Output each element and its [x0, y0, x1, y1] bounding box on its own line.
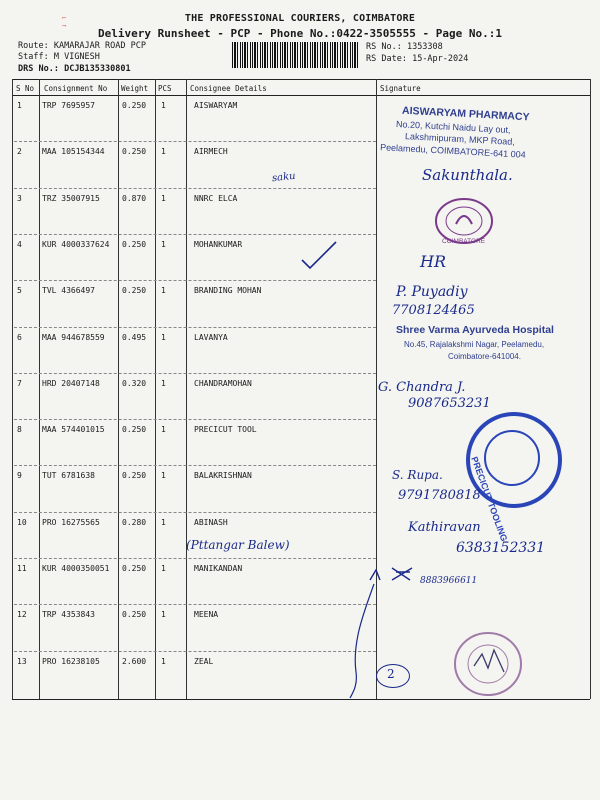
row13-seal-icon — [452, 630, 524, 698]
row2-handwritten-note: saku — [271, 170, 297, 185]
row-consignee: MOHANKUMAR — [194, 239, 243, 249]
row-weight: 2.600 — [122, 656, 147, 666]
row-consignment: PRO 16275565 — [42, 517, 100, 527]
row-pcs: 1 — [161, 286, 166, 296]
row-consignee: PRECICUT TOOL — [194, 425, 257, 435]
row-consignee: NNRC ELCA — [194, 193, 238, 203]
row-consignee: AISWARYAM — [194, 101, 238, 110]
row-separator — [14, 512, 376, 513]
row10-phone: 6383152331 — [456, 540, 546, 556]
row-consignee: BRANDING MOHAN — [194, 286, 262, 296]
row-consignment: MAA 574401015 — [42, 425, 105, 435]
staff-line — [18, 52, 100, 62]
row-pcs: 1 — [161, 656, 166, 666]
row-consignment: MAA 105154344 — [42, 147, 105, 157]
row-consignee: CHANDRAMOHAN — [194, 378, 252, 388]
rs-date-label: RS Date: — [366, 54, 407, 64]
row-separator — [14, 604, 376, 605]
col-divider — [155, 79, 156, 699]
row-pcs: 1 — [161, 471, 166, 481]
row-sno: 1 — [17, 101, 22, 110]
row-weight: 0.250 — [122, 239, 147, 249]
col-header-signature: Signature — [380, 84, 421, 93]
corner-mark: ⌐ ¬ — [62, 14, 67, 30]
row-consignee: LAVANYA — [194, 332, 228, 342]
table-bottom-border — [12, 699, 590, 700]
row-separator — [14, 280, 376, 281]
row10-handwritten-note: (Pttangar Balew) — [186, 538, 290, 552]
row9-phone: 9791780818 — [398, 488, 481, 503]
row-consignment: HRD 20407148 — [42, 378, 100, 388]
row-pcs: 1 — [161, 101, 166, 110]
pharmacy-stamp-name: AISWARYAM PHARMACY — [401, 104, 530, 124]
col-divider — [118, 79, 119, 699]
row4-check-mark-icon — [300, 238, 340, 272]
row7-phone: 9087653231 — [408, 396, 491, 411]
rs-no-line — [366, 42, 443, 52]
row-separator — [14, 465, 376, 466]
rs-no-label: RS No.: — [366, 42, 402, 52]
row-weight: 0.250 — [122, 147, 147, 157]
hospital-stamp-line1: No.45, Rajalakshmi Nagar, Peelamedu, — [404, 340, 545, 349]
row-sno: 10 — [17, 517, 27, 527]
row-consignment: TRZ 35007915 — [42, 193, 100, 203]
col-divider — [12, 79, 13, 699]
row-consignee: MANIKANDAN — [194, 564, 243, 573]
row9-signature: S. Rupa. — [392, 468, 443, 482]
row-consignment: TRP 7695957 — [42, 101, 95, 110]
row-separator — [14, 651, 376, 652]
drs-value: DCJB135330801 — [64, 64, 131, 74]
pharmacy-stamp-line3: Peelamedu, COIMBATORE-641 004 — [379, 142, 526, 160]
col-divider — [590, 79, 591, 699]
drs-label: DRS No.: — [18, 64, 59, 74]
table-top-border — [12, 79, 590, 80]
route-label: Route: — [18, 41, 49, 51]
row-separator — [14, 188, 376, 189]
rs-date-value: 15-Apr-2024 — [412, 54, 469, 64]
row5-phone: 7708124465 — [392, 303, 475, 318]
row-weight: 0.250 — [122, 286, 147, 296]
row-separator — [14, 558, 376, 559]
pharmacy-stamp-line2: Lakshmipuram, MKP Road, — [404, 131, 516, 147]
staff-label: Staff: — [18, 52, 49, 62]
row-consignment: TUT 6781638 — [42, 471, 95, 481]
col-header-consignee: Consignee Details — [190, 84, 267, 93]
row-weight: 0.250 — [122, 610, 147, 620]
company-title: THE PROFESSIONAL COURIERS, COIMBATORE — [184, 13, 416, 24]
col-header-weight: Weight — [121, 84, 149, 93]
route-value: KAMARAJAR ROAD PCP — [53, 41, 146, 51]
row-sno: 7 — [17, 378, 22, 388]
row-consignee: AIRMECH — [194, 147, 228, 157]
row7-signature: G. Chandra J. — [378, 380, 466, 395]
row-separator — [14, 327, 376, 328]
staff-value: M VIGNESH — [53, 52, 100, 62]
row2-signature: Sakunthala. — [422, 166, 513, 184]
row-pcs: 1 — [161, 332, 166, 342]
row-weight: 0.280 — [122, 517, 147, 527]
row5-signature: P. Puyadiy — [396, 284, 468, 300]
row-weight: 0.320 — [122, 378, 147, 388]
table-header-border — [12, 95, 590, 96]
row-weight: 0.495 — [122, 332, 147, 342]
hospital-stamp-line2: Coimbatore-641004. — [448, 352, 521, 361]
row-consignee: ZEAL — [194, 656, 214, 666]
row4-signature: HR — [420, 252, 446, 271]
row-weight: 0.870 — [122, 193, 147, 203]
row-separator — [14, 373, 376, 374]
row-sno: 5 — [17, 286, 22, 296]
row-pcs: 1 — [161, 147, 166, 157]
row11-phone: 8883966611 — [420, 576, 478, 586]
rs-no-value: 1353308 — [406, 42, 443, 52]
row-consignee: MEENA — [194, 610, 219, 620]
row-weight: 0.250 — [122, 425, 147, 435]
row-pcs: 1 — [161, 193, 166, 203]
row-sno: 13 — [17, 656, 27, 666]
row-sno: 6 — [17, 332, 22, 342]
row-consignment: TRP 4353843 — [42, 610, 95, 620]
row10-signature: Kathiravan — [408, 520, 481, 535]
hospital-stamp-name: Shree Varma Ayurveda Hospital — [396, 324, 554, 336]
row-consignment: KUR 4000350051 — [42, 564, 110, 573]
pharmacy-stamp-line1: No.20, Kutchi Naidu Lay out, — [395, 119, 511, 135]
row-consignee: BALAKRISHNAN — [194, 471, 252, 481]
route-line — [18, 41, 146, 51]
runsheet-subtitle: Delivery Runsheet - PCP - Phone No.:0422-3505555 - Page No.:1 — [98, 27, 502, 40]
row-sno: 11 — [17, 564, 27, 573]
row-consignment: MAA 944678559 — [42, 332, 105, 342]
row-pcs: 1 — [161, 239, 166, 249]
row-sno: 8 — [17, 425, 22, 435]
row-consignee: ABINASH — [194, 517, 228, 527]
row-consignment: PRO 16238105 — [42, 656, 100, 666]
row-pcs: 1 — [161, 425, 166, 435]
row-separator — [14, 419, 376, 420]
barcode — [232, 42, 360, 68]
row-separator — [14, 141, 376, 142]
row3-seal-text: COIMBATORE — [442, 238, 486, 245]
precicut-seal-inner — [484, 430, 540, 486]
row-sno: 2 — [17, 147, 22, 157]
drs-line — [18, 64, 131, 74]
row-pcs: 1 — [161, 610, 166, 620]
row-weight: 0.250 — [122, 564, 147, 573]
row-sno: 4 — [17, 239, 22, 249]
col-header-sno: S No — [16, 84, 35, 93]
row-weight: 0.250 — [122, 101, 147, 110]
col-divider — [39, 79, 40, 699]
row-pcs: 1 — [161, 378, 166, 388]
row-weight: 0.250 — [122, 471, 147, 481]
row13-mark: 2 — [387, 667, 395, 681]
row-sno: 12 — [17, 610, 27, 620]
row-consignment: KUR 4000337624 — [42, 239, 110, 249]
row-consignment: TVL 4366497 — [42, 286, 95, 296]
row-pcs: 1 — [161, 564, 166, 573]
precicut-seal-text: PRECICUT TOOLING — [469, 455, 510, 543]
rs-date-line — [366, 54, 468, 64]
row-sno: 9 — [17, 471, 22, 481]
row-separator — [14, 234, 376, 235]
row-pcs: 1 — [161, 517, 166, 527]
row-sno: 3 — [17, 193, 22, 203]
col-header-consignment: Consignment No — [44, 84, 108, 93]
col-divider — [186, 79, 187, 699]
col-header-pcs: PCS — [158, 84, 172, 93]
